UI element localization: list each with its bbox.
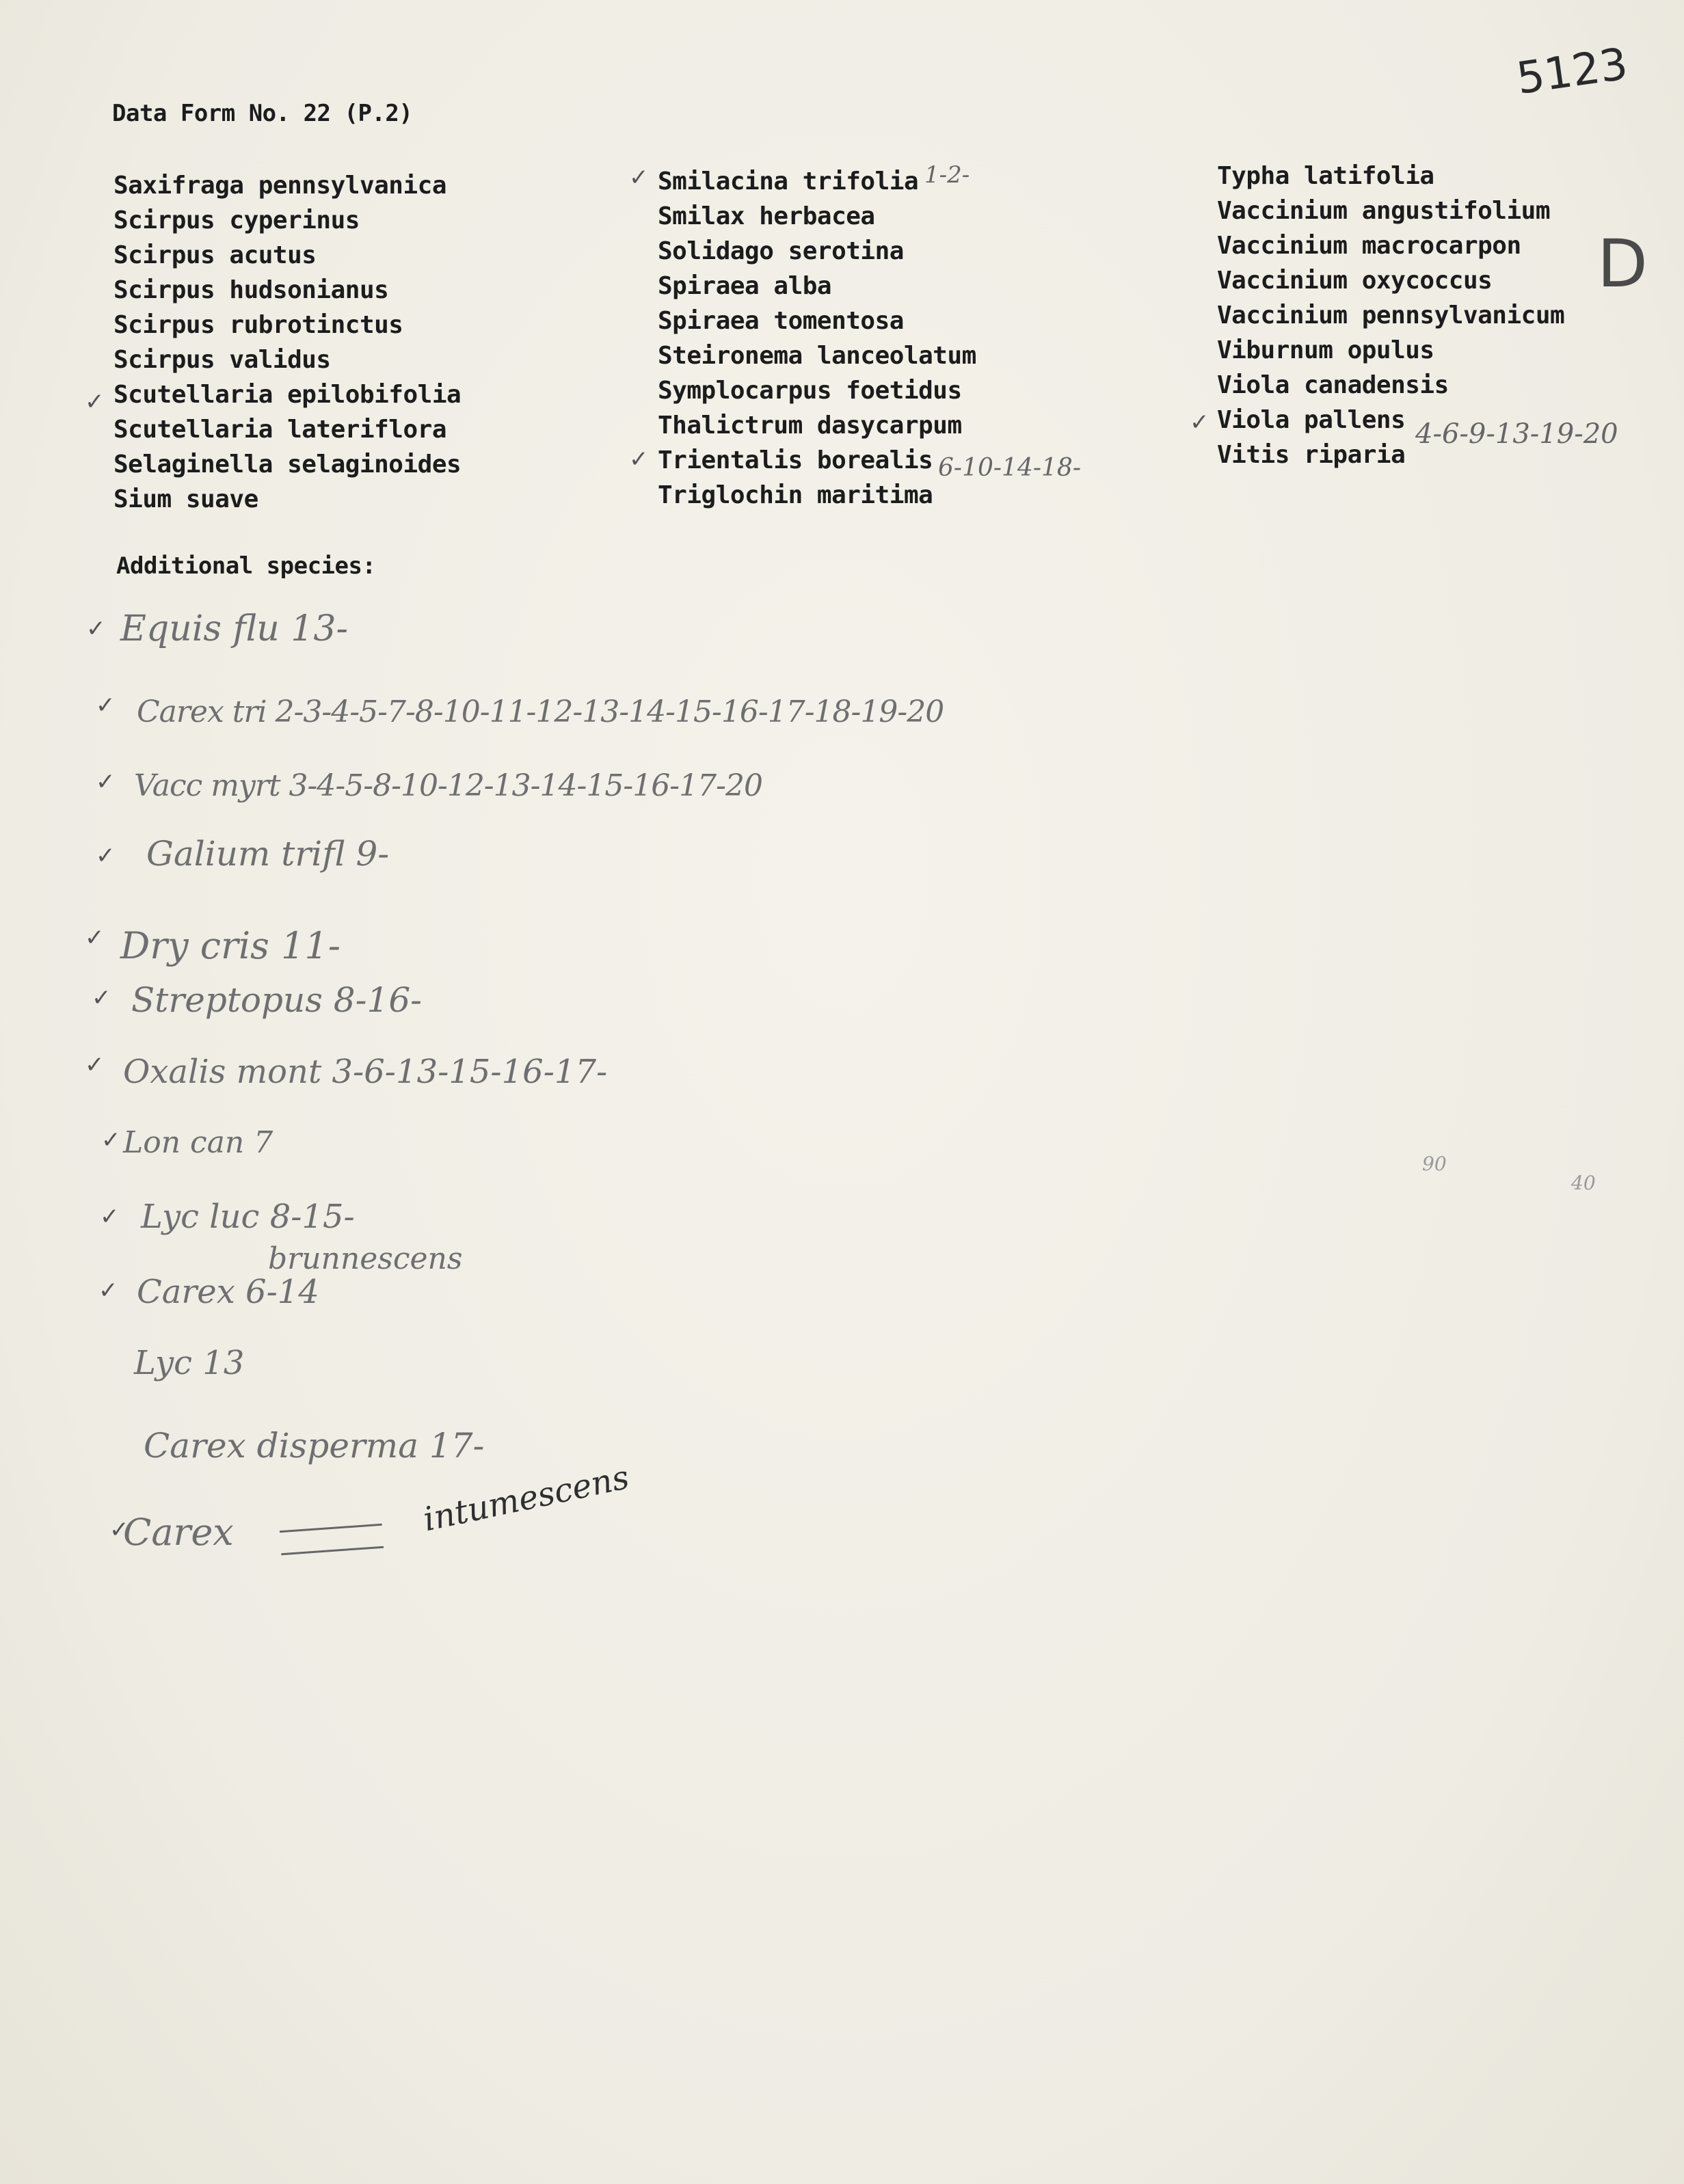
carex-superscript-note: brunnescens xyxy=(268,1241,463,1276)
species-item: Scirpus acutus xyxy=(113,241,317,269)
check-mark-icon: ✓ xyxy=(92,984,111,1012)
inline-note-viola-pallens: 4-6-9-13-19-20 xyxy=(1415,418,1618,450)
species-item: Spiraea tomentosa xyxy=(658,307,904,335)
check-mark-icon: ✓ xyxy=(85,924,105,952)
species-item: Typha latifolia xyxy=(1217,162,1434,190)
species-item: Smilax herbacea xyxy=(658,202,875,230)
species-column-1 xyxy=(113,168,461,517)
species-item: Vaccinium pennsylvanicum xyxy=(1217,301,1565,329)
check-mark-icon: ✓ xyxy=(109,1516,129,1543)
check-mark-icon: ✓ xyxy=(86,615,106,643)
check-mark-icon: ✓ xyxy=(101,1127,121,1154)
handwritten-entry: Dry cris 11- xyxy=(120,924,340,967)
corner-letter: D xyxy=(1597,226,1648,302)
handwritten-entry: Vacc myrt 3-4-5-8-10-12-13-14-15-16-17-20 xyxy=(134,768,762,803)
handwritten-entry: Equis flu 13- xyxy=(120,608,349,649)
handwritten-entry: Oxalis mont 3-6-13-15-16-17- xyxy=(123,1053,608,1091)
species-item: Scirpus validus xyxy=(113,346,331,374)
handwritten-entry: Streptopus 8-16- xyxy=(131,980,423,1020)
check-mark-icon: ✓ xyxy=(1190,409,1209,436)
check-mark-icon: ✓ xyxy=(85,1051,105,1079)
check-mark-icon: ✓ xyxy=(96,842,116,869)
last-carex-note: intumescens xyxy=(420,1458,632,1539)
check-mark-icon: ✓ xyxy=(96,768,116,796)
species-item: Viburnum opulus xyxy=(1217,336,1434,364)
form-title: Data Form No. 22 (P.2) xyxy=(112,100,413,127)
handwritten-entry: Lyc luc 8-15- xyxy=(141,1198,355,1236)
handwritten-entry: Carex disperma 17- xyxy=(144,1426,485,1466)
species-item: Vaccinium angustifolium xyxy=(1217,197,1550,225)
check-mark-icon: ✓ xyxy=(98,1277,118,1304)
corner-number: 5123 xyxy=(1513,39,1631,105)
species-item: Scutellaria epilobifolia xyxy=(113,381,462,409)
species-item: Sium suave xyxy=(113,485,258,513)
margin-number: 40 xyxy=(1571,1172,1596,1194)
check-mark-icon: ✓ xyxy=(629,446,649,473)
species-item: Solidago serotina xyxy=(658,237,904,265)
species-item: Spiraea alba xyxy=(658,272,832,300)
handwritten-entry: Carex xyxy=(123,1511,234,1554)
inline-note-trientalis: 6-10-14-18- xyxy=(938,454,1081,482)
check-mark-icon: ✓ xyxy=(629,164,649,191)
species-item: Scirpus rubrotinctus xyxy=(113,311,403,339)
species-item: Saxifraga pennsylvanica xyxy=(113,172,446,200)
check-mark-icon: ✓ xyxy=(100,1203,120,1230)
handwritten-entry: Lon can 7 xyxy=(123,1125,273,1160)
species-item: Triglochin maritima xyxy=(658,481,933,509)
species-item: Vaccinium oxycoccus xyxy=(1217,267,1493,295)
species-item: Trientalis borealis xyxy=(658,446,933,474)
species-item: Thalictrum dasycarpum xyxy=(658,412,962,440)
species-item: Scirpus cyperinus xyxy=(113,206,360,234)
margin-number: 90 xyxy=(1422,1152,1447,1175)
species-item: Smilacina trifolia xyxy=(658,167,919,196)
species-item: Scutellaria lateriflora xyxy=(113,416,446,444)
handwritten-entry: Carex 6-14 xyxy=(137,1273,319,1311)
check-mark-icon: ✓ xyxy=(96,692,116,719)
species-item: Selaginella selaginoides xyxy=(113,450,462,478)
species-item: Steironema lanceolatum xyxy=(658,342,976,370)
handwritten-entry: Lyc 13 xyxy=(134,1344,245,1382)
species-item: Symplocarpus foetidus xyxy=(658,377,962,405)
handwritten-entry: Galium trifl 9- xyxy=(146,834,390,874)
check-mark-icon: ✓ xyxy=(85,388,105,416)
species-item: Viola pallens xyxy=(1217,406,1406,434)
additional-species-heading: Additional species: xyxy=(116,552,376,580)
species-item: Scirpus hudsonianus xyxy=(113,276,389,304)
handwritten-entry: Carex tri 2-3-4-5-7-8-10-11-12-13-14-15-16-17-18-19-20 xyxy=(137,695,944,729)
species-item: Vitis riparia xyxy=(1217,441,1406,469)
species-item: Vaccinium macrocarpon xyxy=(1217,232,1521,260)
species-column-2 xyxy=(658,164,976,513)
species-item: Viola canadensis xyxy=(1217,371,1449,399)
inline-note-smilacina: 1-2- xyxy=(924,161,970,189)
